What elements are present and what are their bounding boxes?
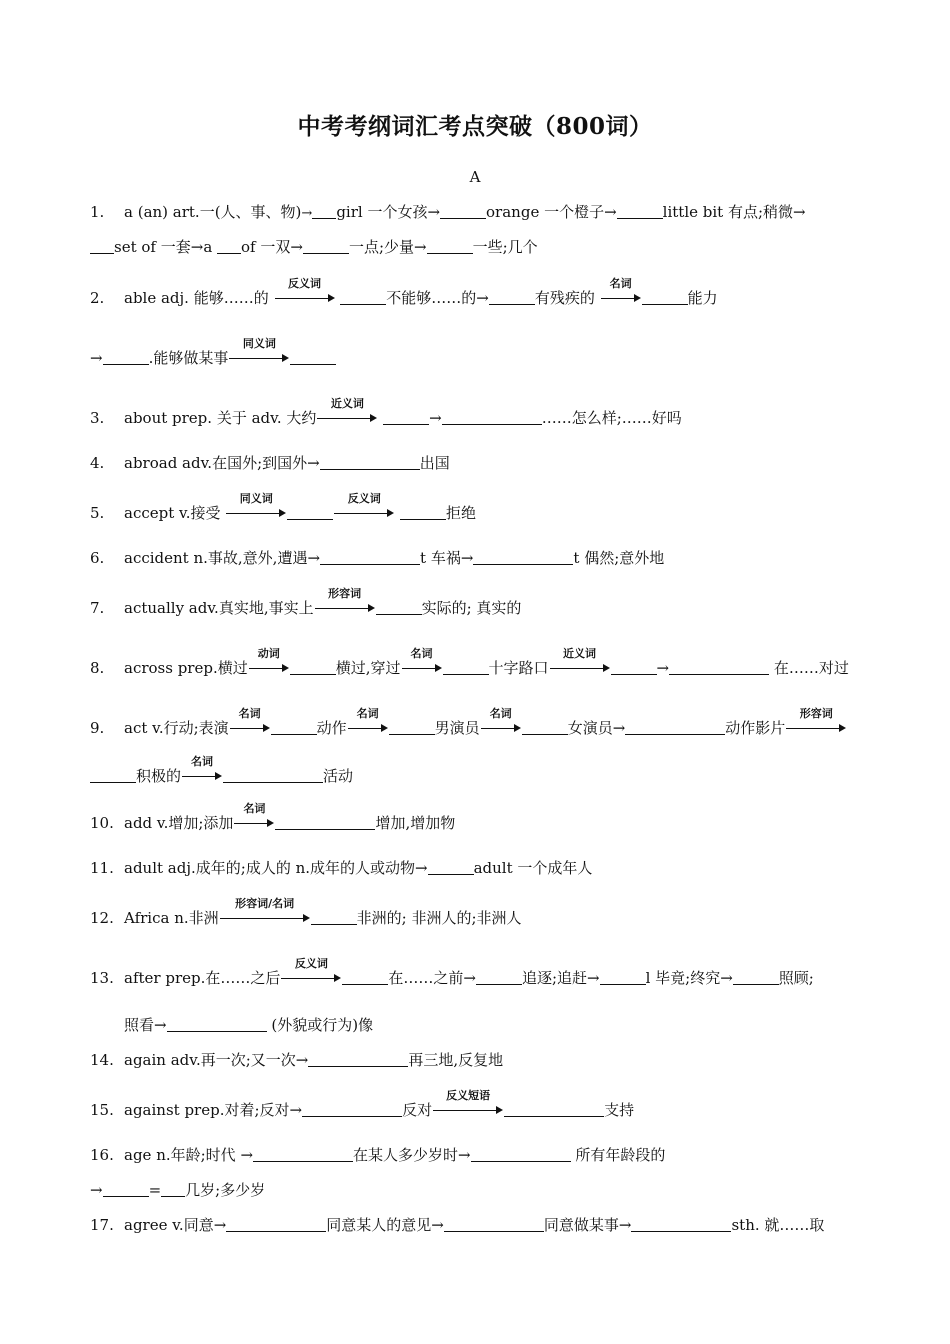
arrow-label: 反义短语: [446, 1089, 491, 1102]
arrow-glyph: →: [301, 206, 313, 221]
entry-text: =: [148, 1181, 162, 1199]
arrow-glyph: →: [793, 203, 806, 221]
arrow-label: 名词: [356, 707, 379, 720]
entry-number: 7.: [90, 599, 105, 617]
fill-blank[interactable]: [383, 410, 429, 425]
entry-text: 十字路口: [488, 659, 549, 677]
fill-blank[interactable]: [669, 660, 769, 675]
labeled-arrow: [402, 647, 442, 674]
entry-text: .能够做某事: [148, 349, 229, 367]
arrow-label: 近义词: [563, 647, 597, 660]
entry-text: 追逐;追赶: [521, 969, 588, 987]
entry-text: age n.年龄;时代: [124, 1146, 241, 1164]
fill-blank[interactable]: [90, 768, 136, 783]
entry-15: [90, 1089, 635, 1120]
entry-text: agree v.同意: [124, 1216, 214, 1234]
fill-blank[interactable]: [290, 350, 336, 365]
arrow-glyph: →: [458, 1146, 471, 1164]
entry-17: [90, 1215, 824, 1235]
labeled-arrow: [230, 707, 270, 734]
entry-12: [90, 897, 522, 928]
entry-16: [90, 1145, 665, 1165]
fill-blank[interactable]: [376, 600, 422, 615]
entry-text: l 毕竟;终究: [645, 969, 721, 987]
entry-text: 在……之前: [388, 969, 464, 987]
arrow-glyph: →: [604, 203, 617, 221]
fill-blank[interactable]: [522, 720, 568, 735]
entry-text: 所有年龄段的: [570, 1146, 666, 1164]
entry-number: 15.: [90, 1101, 114, 1119]
labeled-arrow: [334, 492, 394, 519]
entry-number: 17.: [90, 1216, 114, 1234]
arrow-label: 动词: [257, 647, 280, 660]
entry-text: 在……对过: [773, 659, 849, 677]
entry-text: of 一双: [241, 238, 291, 256]
entry-number: 9.: [90, 719, 105, 737]
entry-text: t 偶然;意外地: [573, 549, 665, 567]
arrow-glyph: →: [427, 203, 441, 221]
entry-text: 不能够……的: [386, 289, 477, 307]
entry-text: 能力: [687, 289, 718, 307]
arrow-glyph: →: [414, 238, 427, 256]
entry-9: [90, 707, 847, 738]
entry-text: little bit 有点;稍微: [662, 203, 794, 221]
entry-1: [90, 202, 806, 224]
entry-text: act v.行动;表演: [124, 719, 229, 737]
fill-blank[interactable]: [504, 1102, 604, 1117]
labeled-arrow: [220, 897, 310, 924]
arrow-glyph: →: [460, 549, 474, 567]
entry-text: 积极的: [136, 767, 182, 785]
labeled-arrow: [481, 707, 521, 734]
entry-number: 3.: [90, 409, 105, 427]
fill-blank[interactable]: [389, 720, 435, 735]
fill-blank[interactable]: [600, 970, 646, 985]
entry-6: [90, 548, 664, 568]
fill-blank[interactable]: [428, 860, 474, 875]
arrow-glyph: →: [290, 238, 303, 256]
fill-blank[interactable]: [223, 768, 323, 783]
entry-text: 横过,穿过: [335, 659, 401, 677]
arrow-glyph: →: [587, 969, 600, 987]
fill-blank[interactable]: [443, 660, 489, 675]
arrow-label: 同义词: [239, 492, 273, 505]
entry-number: 16.: [90, 1146, 114, 1164]
entry-number: 5.: [90, 504, 105, 522]
entry-2-cont: [90, 337, 336, 368]
labeled-arrow: [433, 1089, 503, 1116]
fill-blank[interactable]: [103, 350, 149, 365]
entry-13: [90, 957, 814, 988]
arrow-glyph: →: [154, 1016, 167, 1034]
labeled-arrow: [348, 707, 388, 734]
entry-10: [90, 802, 456, 833]
arrow-label: 名词: [609, 277, 632, 290]
arrow-label: 形容词: [328, 587, 362, 600]
entry-text: across prep.横过: [124, 659, 248, 677]
arrow-glyph: →: [295, 1051, 309, 1069]
entry-text: 照看: [124, 1016, 155, 1034]
labeled-arrow: [550, 647, 610, 674]
entry-text: 一点;少量: [348, 238, 415, 256]
arrow-label: 名词: [243, 802, 266, 815]
entry-text: ……怎么样;……好吗: [541, 409, 682, 427]
fill-blank[interactable]: [253, 1147, 353, 1162]
entry-14: [90, 1050, 503, 1070]
fill-blank[interactable]: [311, 910, 357, 925]
entry-text: 支持: [604, 1101, 635, 1119]
entry-7: [90, 587, 522, 618]
entry-number: 1.: [90, 203, 105, 221]
fill-blank[interactable]: [340, 290, 386, 305]
entry-number: 2.: [90, 289, 105, 307]
entry-text: 一些;几个: [472, 238, 538, 256]
labeled-arrow: [226, 492, 286, 519]
page-title: 中考考纲词汇考点突破（800词）: [297, 113, 653, 140]
entry-text: a: [203, 238, 218, 256]
arrow-label: 形容词/名词: [235, 897, 295, 910]
fill-blank[interactable]: [287, 505, 333, 520]
entry-text: 实际的; 真实的: [421, 599, 522, 617]
labeled-arrow: [317, 397, 377, 424]
entry-text: 女演员: [567, 719, 613, 737]
entry-8: [90, 647, 849, 678]
fill-blank[interactable]: [617, 204, 663, 219]
arrow-label: 名词: [489, 707, 512, 720]
labeled-arrow: [182, 755, 222, 782]
fill-blank[interactable]: [442, 410, 542, 425]
entry-text: adult adj.成年的;成人的 n.成年的人或动物: [124, 859, 416, 877]
fill-blank[interactable]: [226, 1217, 326, 1232]
entry-16-cont: [90, 1180, 265, 1200]
entry-text: after prep.在……之后: [124, 969, 281, 987]
labeled-arrow: [234, 802, 274, 829]
entry-number: 14.: [90, 1051, 114, 1069]
entry-text: 动作影片: [725, 719, 786, 737]
entry-text: actually adv.真实地,事实上: [124, 599, 314, 617]
arrow-glyph: →: [612, 719, 626, 737]
fill-blank[interactable]: [161, 1182, 185, 1197]
fill-blank[interactable]: [303, 239, 349, 254]
entry-text: 再三地,反复地: [408, 1051, 504, 1069]
fill-blank[interactable]: [611, 660, 657, 675]
entry-text: 增加,增加物: [375, 814, 456, 832]
entry-3: [90, 397, 682, 428]
entry-number: 11.: [90, 859, 114, 877]
entry-number: 6.: [90, 549, 105, 567]
arrow-glyph: →: [656, 659, 670, 677]
fill-blank[interactable]: [90, 239, 114, 254]
entry-text: able adj. 能够……的: [124, 289, 274, 307]
labeled-arrow: [315, 587, 375, 614]
fill-blank[interactable]: [625, 720, 725, 735]
entry-text: sth. 就……取: [731, 1216, 825, 1234]
entry-number: 13.: [90, 969, 114, 987]
entry-text: again adv.再一次;又一次: [124, 1051, 296, 1069]
entry-text: 同意某人的意见: [326, 1216, 432, 1234]
fill-blank[interactable]: [217, 239, 241, 254]
fill-blank[interactable]: [308, 1052, 408, 1067]
arrow-label: 名词: [238, 707, 261, 720]
fill-blank[interactable]: [444, 1217, 544, 1232]
entry-number: 10.: [90, 814, 114, 832]
entry-number: 4.: [90, 454, 105, 472]
entry-text: accept v.接受: [124, 504, 226, 522]
entry-text: 照顾;: [778, 969, 814, 987]
entry-5: [90, 492, 477, 523]
entry-text: 出国: [419, 454, 450, 472]
arrow-glyph: →: [90, 349, 103, 367]
fill-blank[interactable]: [320, 455, 420, 470]
fill-blank[interactable]: [473, 550, 573, 565]
arrow-glyph: →: [190, 238, 204, 256]
entry-text: 活动: [323, 767, 354, 785]
arrow-glyph: →: [463, 969, 476, 987]
fill-blank[interactable]: [631, 1217, 731, 1232]
entry-text: about prep. 关于 adv. 大约: [124, 409, 317, 427]
entry-text: girl 一个女孩: [336, 203, 428, 221]
entry-text: 非洲的; 非洲人的;非洲人: [356, 909, 522, 927]
entry-text: 动作: [316, 719, 347, 737]
fill-blank[interactable]: [167, 1017, 267, 1032]
fill-blank[interactable]: [271, 720, 317, 735]
fill-blank[interactable]: [320, 550, 420, 565]
entry-text: a (an) art.一(人、事、物): [124, 203, 302, 221]
entry-1-cont: [90, 237, 538, 257]
labeled-arrow: [229, 337, 289, 364]
entry-text: 反对: [402, 1101, 433, 1119]
arrow-label: 形容词: [799, 707, 833, 720]
entry-number: 12.: [90, 909, 114, 927]
arrow-label: 名词: [410, 647, 433, 660]
entry-4: [90, 453, 450, 473]
fill-blank[interactable]: [275, 815, 375, 830]
arrow-glyph: →: [213, 1216, 227, 1234]
fill-blank[interactable]: [476, 970, 522, 985]
arrow-glyph: →: [476, 289, 489, 307]
entry-text: 在某人多少岁时: [353, 1146, 459, 1164]
fill-blank[interactable]: [290, 660, 336, 675]
fill-blank[interactable]: [103, 1182, 149, 1197]
labeled-arrow: [786, 707, 846, 734]
arrow-glyph: →: [431, 1216, 444, 1234]
entry-11: [90, 858, 592, 878]
labeled-arrow: [275, 277, 335, 304]
arrow-label: 近义词: [330, 397, 364, 410]
entry-text: orange 一个橙子: [486, 203, 605, 221]
arrow-glyph: →: [289, 1101, 303, 1119]
entry-text: t 车祸: [420, 549, 461, 567]
section-heading: A: [469, 168, 481, 186]
fill-blank[interactable]: [440, 204, 486, 219]
arrow-label: 名词: [191, 755, 214, 768]
entry-text: (外貌或行为)像: [266, 1016, 374, 1034]
arrow-glyph: →: [429, 409, 442, 427]
fill-blank[interactable]: [342, 970, 388, 985]
arrow-label: 反义词: [294, 957, 328, 970]
entry-text: adult 一个成年人: [473, 859, 593, 877]
arrow-label: 反义词: [288, 277, 321, 290]
fill-blank[interactable]: [489, 290, 535, 305]
entry-number: 8.: [90, 659, 105, 677]
arrow-label: 反义词: [347, 492, 381, 505]
fill-blank[interactable]: [302, 1102, 402, 1117]
labeled-arrow: [601, 277, 641, 304]
entry-9-cont: [90, 755, 354, 786]
entry-text: Africa n.非洲: [124, 909, 219, 927]
entry-2: [90, 277, 718, 308]
entry-text: against prep.对着;反对: [124, 1101, 290, 1119]
arrow-glyph: →: [415, 859, 428, 877]
entry-text: set of 一套: [114, 238, 191, 256]
fill-blank[interactable]: [471, 1147, 571, 1162]
fill-blank[interactable]: [733, 970, 779, 985]
arrow-glyph: →: [618, 1216, 632, 1234]
entry-text: 有残疾的: [534, 289, 600, 307]
fill-blank[interactable]: [400, 505, 446, 520]
entry-text: abroad adv.在国外;到国外: [124, 454, 308, 472]
arrow-label: 同义词: [242, 337, 276, 350]
arrow-glyph: →: [90, 1181, 103, 1199]
entry-13-cont: [124, 1015, 373, 1035]
arrow-glyph: →: [240, 1146, 254, 1164]
arrow-glyph: →: [307, 549, 321, 567]
fill-blank[interactable]: [642, 290, 688, 305]
entry-text: add v.增加;添加: [124, 814, 234, 832]
fill-blank[interactable]: [312, 204, 336, 219]
entry-text: 同意做某事: [543, 1216, 619, 1234]
arrow-glyph: →: [307, 454, 320, 472]
entry-text: 男演员: [434, 719, 480, 737]
fill-blank[interactable]: [427, 239, 473, 254]
entry-text: accident n.事故,意外,遭遇: [124, 549, 308, 567]
entry-text: 几岁;多少岁: [185, 1181, 266, 1199]
arrow-glyph: →: [720, 969, 733, 987]
labeled-arrow: [281, 957, 341, 984]
entry-text: 拒绝: [446, 504, 477, 522]
labeled-arrow: [249, 647, 289, 674]
